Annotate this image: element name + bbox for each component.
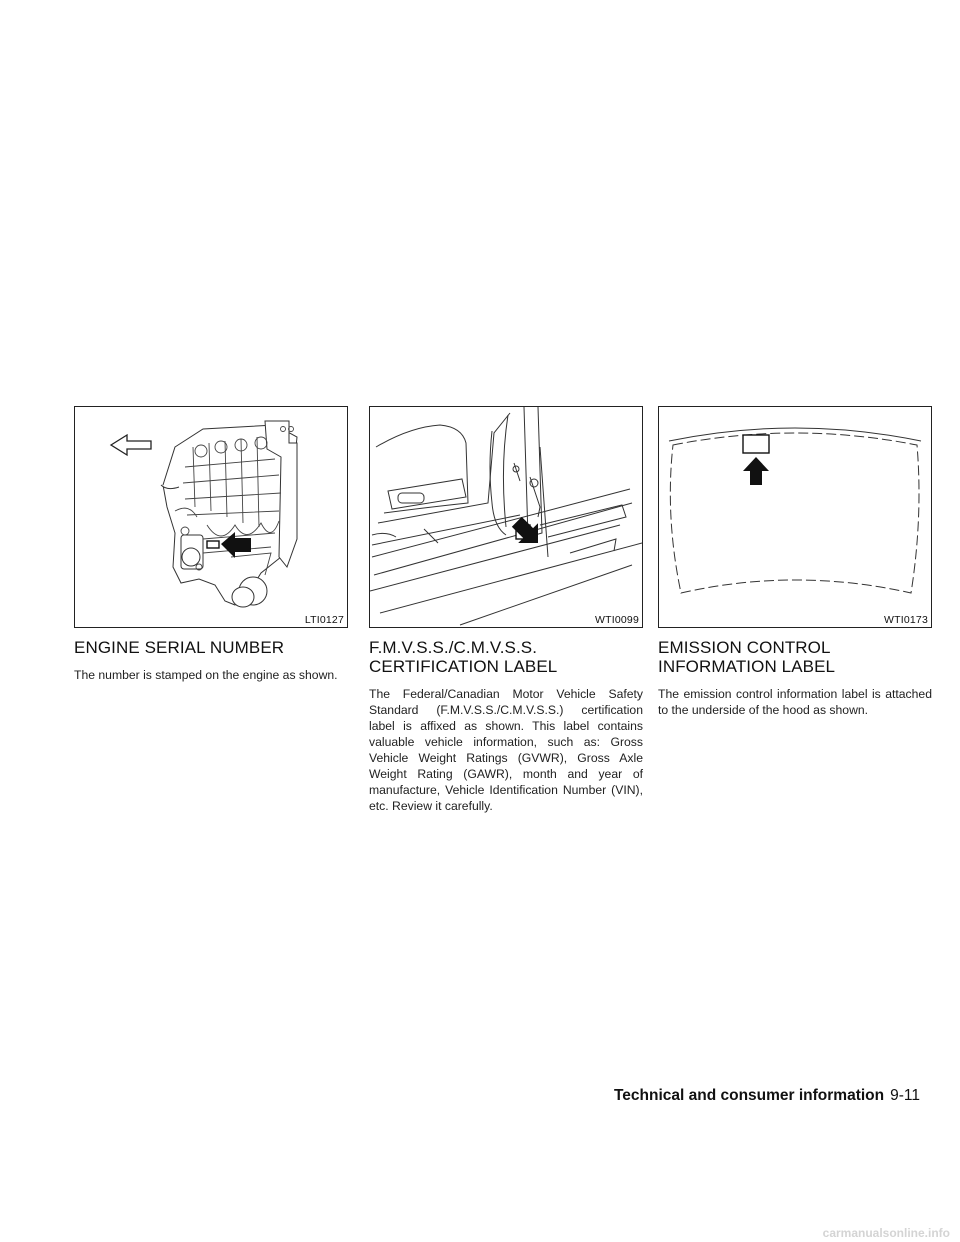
page-number: 9-11 xyxy=(890,1087,920,1104)
door-pillar-figure xyxy=(369,406,643,628)
section-body: The emission control information label is attached to the underside of the hood as shown. xyxy=(658,687,932,717)
figure-code: WTI0099 xyxy=(595,614,639,626)
section-emission-control-label xyxy=(658,406,932,718)
serial-number-marker xyxy=(207,541,219,548)
section-heading: EMISSION CONTROL INFORMATION LABEL xyxy=(658,638,836,676)
hood-illustration xyxy=(659,407,931,627)
section-engine-serial-number xyxy=(74,406,348,683)
section-body: The Federal/Canadian Motor Vehicle Safety Standard (F.M.V.S.S./C.M.V.S.S.) certification label is affixed as shown. This label contains valuable vehicle information, such as: Gross Vehicle Weight Ratings (GVWR), Gross Axle Weight Rating (GAWR), month and year of manufacture, Vehicle Identification Number (VIN), etc. Review it carefully. xyxy=(369,687,643,813)
engine-figure xyxy=(74,406,348,628)
door-pillar-illustration xyxy=(370,407,642,627)
figure-code: WTI0173 xyxy=(884,614,928,626)
page-footer xyxy=(614,1087,920,1105)
direction-arrow-icon xyxy=(111,435,151,455)
section-heading: ENGINE SERIAL NUMBER xyxy=(74,638,285,657)
figure-code: LTI0127 xyxy=(304,614,344,626)
footer-section-title: Technical and consumer information xyxy=(613,1087,885,1104)
emission-label-marker xyxy=(743,435,769,453)
watermark: carmanualsonline.info xyxy=(822,1226,950,1240)
section-heading: F.M.V.S.S./C.M.V.S.S. CERTIFICATION LABEL xyxy=(369,638,558,676)
hood-figure xyxy=(658,406,932,628)
section-certification-label xyxy=(369,406,643,814)
section-body: The number is stamped on the engine as shown. xyxy=(74,668,338,682)
engine-illustration xyxy=(75,407,347,627)
